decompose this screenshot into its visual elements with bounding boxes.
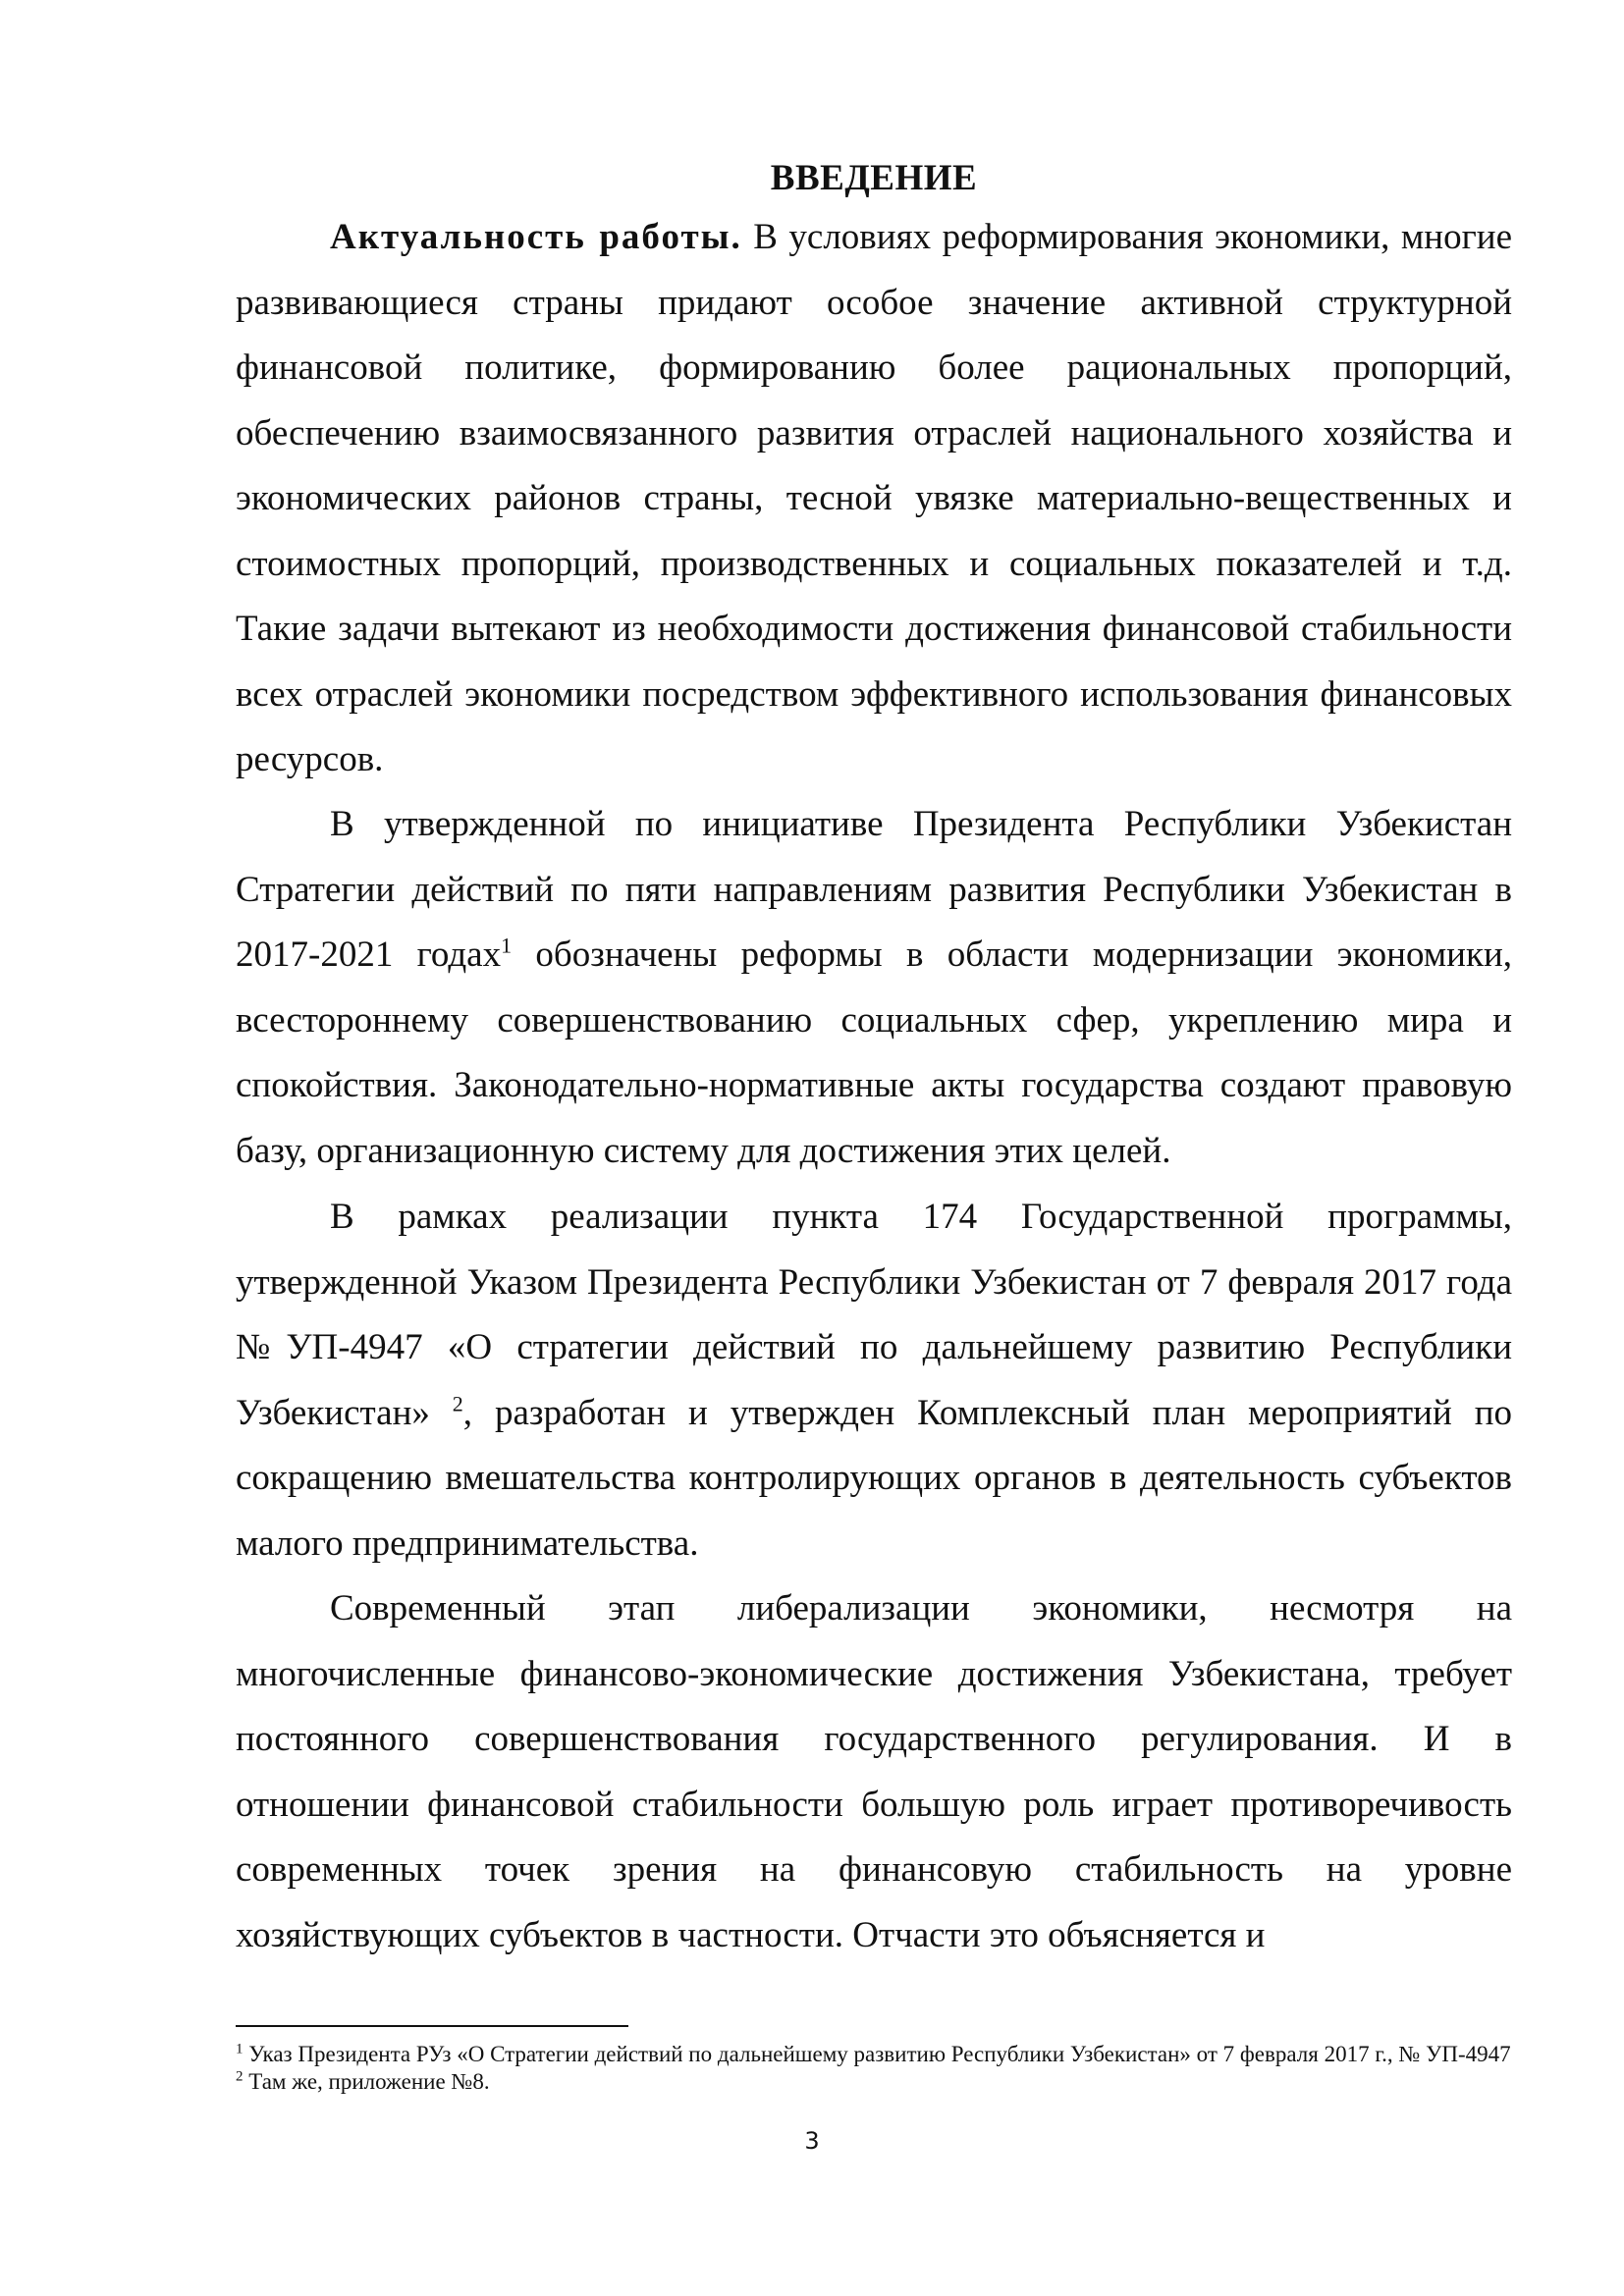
footnote-mark-1: 1 xyxy=(236,2041,244,2057)
footnote-1 xyxy=(236,2041,1512,2068)
footnote-2 xyxy=(236,2068,1512,2096)
paragraph-3 xyxy=(236,1185,1512,1576)
paragraph-strategy xyxy=(236,792,1512,1184)
paragraph-2-text-after: обозначены реформы в области модернизации экономики, всестороннему совершенствованию социальных сфер, укреплению мира и спокойствия. Законодательно-нормативные акты государства создают правовую базу, организационную систему для достижения этих целей. xyxy=(236,934,1512,1171)
footnote-ref-2[interactable]: 2 xyxy=(452,1391,463,1416)
footnote-2-text: Там же, приложение №8. xyxy=(243,2069,490,2094)
paragraph-4-text: Современный этап либерализации экономики, несмотря на многочисленные финансово-экономические достижения Узбекистана, требует постоянного совершенствования государственного регулирования. И в отношении финансовой стабильности большую роль играет противоречивость современных точек зрения на финансовую стабильность на уровне хозяйствующих субъектов в частности. Отчасти это объясняется и xyxy=(236,1588,1512,1955)
paragraph-3-text-after: , разработан и утвержден Комплексный план мероприятий по сокращению вмешательства контролирующих органов в деятельность субъектов малого предпринимательства. xyxy=(236,1392,1512,1564)
page-number: 3 xyxy=(804,2127,820,2155)
paragraph-liberalization xyxy=(236,1576,1512,1968)
paragraph-1-text: В условиях реформирования экономики, многие развивающиеся страны придают особое значение активной структурной финансовой политике, формированию более рациональных пропорций, обеспечению взаимосвязанного развития отраслей национального хозяйства и экономических районов страны, тесной увязке материально-вещественных и стоимостных пропорций, производственных и социальных показателей и т.д. Такие задачи вытекают из необходимости достижения финансовой стабильности всех отраслей экономики посредством эффективного использования финансовых ресурсов. xyxy=(236,217,1512,779)
paragraph-1 xyxy=(236,205,1512,793)
paragraph-2 xyxy=(236,792,1512,1184)
relevance-lead: Актуальность работы. xyxy=(330,217,742,257)
paragraph-relevance xyxy=(236,205,1512,793)
paragraph-3-text-before: В рамках реализации пункта 174 Государственной программы, утвержденной Указом Президента Республики Узбекистан от 7 февраля 2017 года №УП-4947 «О стратегии действий по дальнейшему развитию Республики Узбекистан» xyxy=(236,1197,1512,1433)
footnote-separator xyxy=(236,2025,628,2027)
paragraph-4 xyxy=(236,1576,1512,1968)
section-heading: ВВЕДЕНИЕ xyxy=(770,158,978,198)
footnote-mark-2: 2 xyxy=(236,2068,244,2085)
paragraph-program xyxy=(236,1185,1512,1576)
footnote-ref-1[interactable]: 1 xyxy=(501,933,513,958)
footnotes xyxy=(236,2041,1512,2096)
footnote-1-text: Указ Президента РУз «О Стратегии действий по дальнейшему развитию Республики Узбекистан» от 7 февраля 2017 г., № УП-4947 xyxy=(243,2042,1511,2066)
paragraph-2-text-before: В утвержденной по инициативе Президента Республики Узбекистан Стратегии действий по пяти направлениям развития Республики Узбекистан в 2017-2021 годах xyxy=(236,804,1512,975)
